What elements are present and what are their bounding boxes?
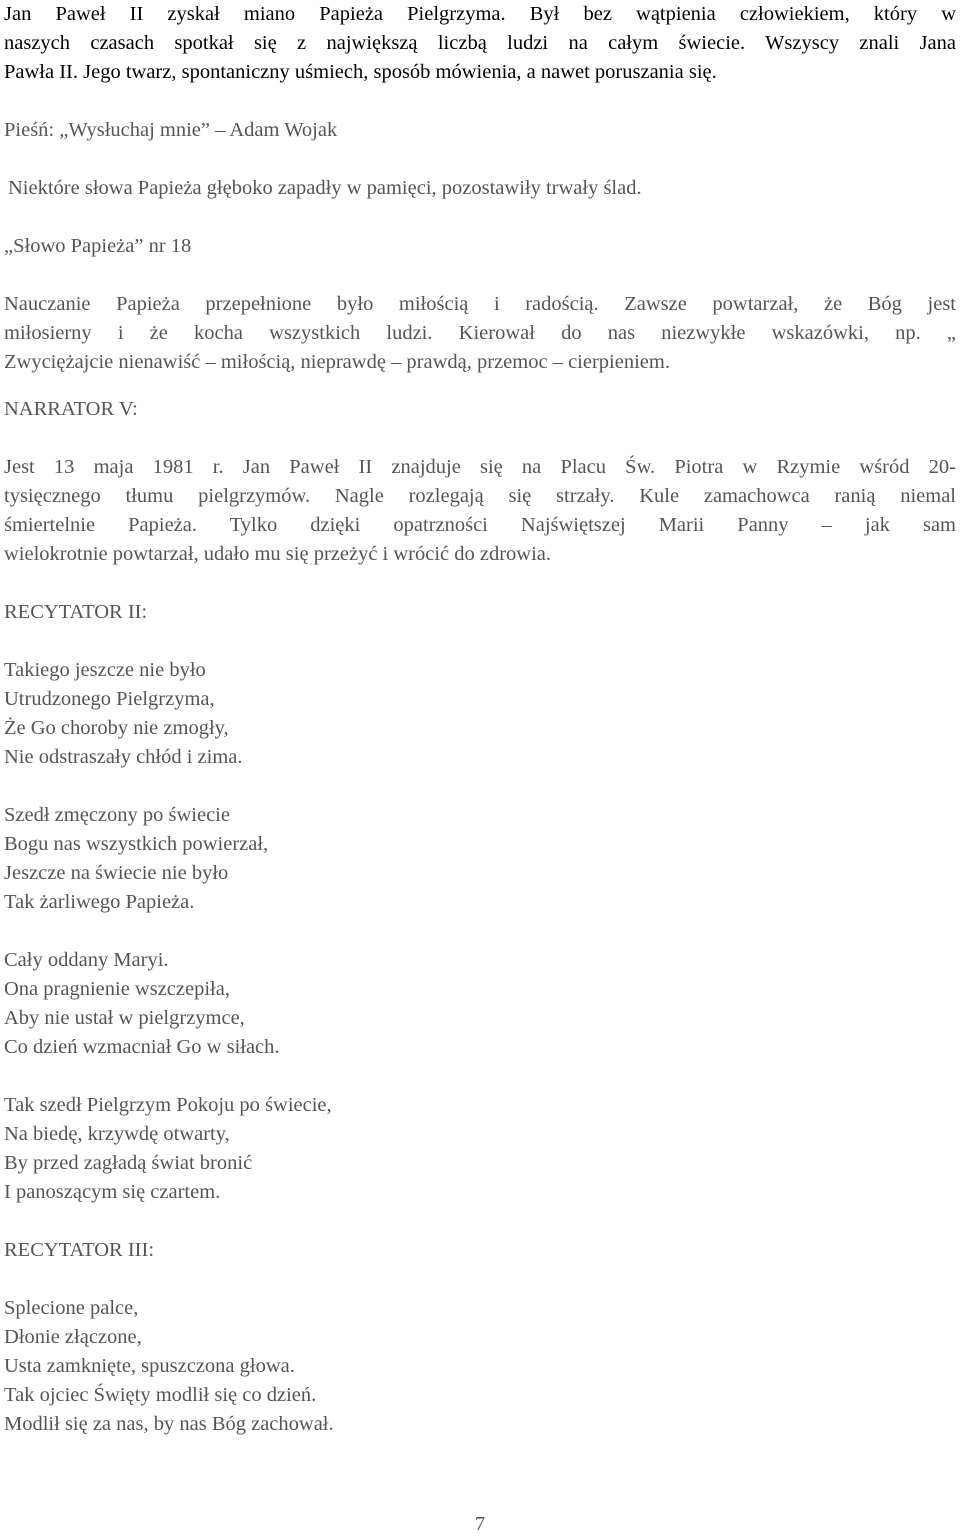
reciter2-label: RECYTATOR II: (4, 601, 148, 623)
poem-line: Utrudzonego Pielgrzyma, (4, 688, 215, 710)
teaching-line: Nauczanie Papieża przepełnione było miłością i radością. Zawsze powtarzał, że Bóg jest (4, 293, 956, 315)
intro-line: Jan Paweł II zyskał miano Papieża Pielgrzyma. Był bez wątpienia człowiekiem, który w (4, 3, 956, 25)
poem-line: Jeszcze na świecie nie było (4, 862, 229, 884)
poem-line: Aby nie ustał w pielgrzymce, (4, 1007, 245, 1029)
narrator-line: tysięcznego tłumu pielgrzymów. Nagle rozlegają się strzały. Kule zamachowca ranią niemal (4, 485, 956, 507)
poem-line: Cały oddany Maryi. (4, 949, 169, 971)
narrator-line: wielokrotnie powtarzał, udało mu się przeżyć i wrócić do zdrowia. (4, 543, 552, 565)
poem-line: Ona pragnienie wszczepiła, (4, 978, 230, 1000)
teaching-line: miłosierny i że kocha wszystkich ludzi. Kierował do nas niezwykłe wskazówki, np. „ (4, 322, 956, 344)
poem-line: Takiego jeszcze nie było (4, 659, 206, 681)
poem-line: Szedł zmęczony po świecie (4, 804, 230, 826)
poem-line: Splecione palce, (4, 1297, 139, 1319)
poem2-stanza (4, 801, 956, 917)
intro-line: naszych czasach spotkał się z największą liczbą ludzi na całym świecie. Wszyscy znali Jana (4, 32, 956, 54)
poem2-stanza (4, 1091, 956, 1207)
poem2-stanza (4, 946, 956, 1062)
poem-line: Dłonie złączone, (4, 1326, 142, 1348)
narrator-line: śmiertelnie Papieża. Tylko dzięki opatrzności Najświętszej Marii Panny – jak sam (4, 514, 956, 536)
poem-line: By przed zagładą świat bronić (4, 1152, 253, 1174)
poem-line: I panoszącym się czartem. (4, 1181, 221, 1203)
poem3 (4, 1294, 956, 1439)
poem-line: Tak żarliwego Papieża. (4, 891, 195, 913)
poem-line: Modlił się za nas, by nas Bóg zachował. (4, 1413, 334, 1435)
narrator-line: Jest 13 maja 1981 r. Jan Paweł II znajduje się na Placu Św. Piotra w Rzymie wśród 20- (4, 456, 956, 478)
teaching-line: Zwyciężajcie nienawiść – miłością, nieprawdę – prawdą, przemoc – cierpieniem. (4, 351, 670, 373)
words-remark: Niektóre słowa Papieża głęboko zapadły w pamięci, pozostawiły trwały ślad. (8, 177, 642, 199)
poem-line: Że Go choroby nie zmogły, (4, 717, 229, 739)
poem-line: Nie odstraszały chłód i zima. (4, 746, 243, 768)
poem-line: Tak szedł Pielgrzym Pokoju po świecie, (4, 1094, 332, 1116)
page-number: 7 (474, 1513, 486, 1535)
word-heading: „Słowo Papieża” nr 18 (4, 235, 192, 257)
poem-line: Bogu nas wszystkich powierzał, (4, 833, 269, 855)
narrator-label: NARRATOR V: (4, 398, 138, 420)
poem2-stanza (4, 656, 956, 772)
reciter3-label: RECYTATOR III: (4, 1239, 155, 1261)
poem-line: Co dzień wzmacniał Go w siłach. (4, 1036, 280, 1058)
intro-line: Pawła II. Jego twarz, spontaniczny uśmiech, sposób mówienia, a nawet poruszania się. (4, 61, 717, 83)
poem-line: Tak ojciec Święty modlił się co dzień. (4, 1384, 317, 1406)
poem-line: Na biedę, krzywdę otwarty, (4, 1123, 230, 1145)
poem-line: Usta zamknięte, spuszczona głowa. (4, 1355, 295, 1377)
song-title: Pieśń: „Wysłuchaj mnie” – Adam Wojak (4, 119, 338, 141)
